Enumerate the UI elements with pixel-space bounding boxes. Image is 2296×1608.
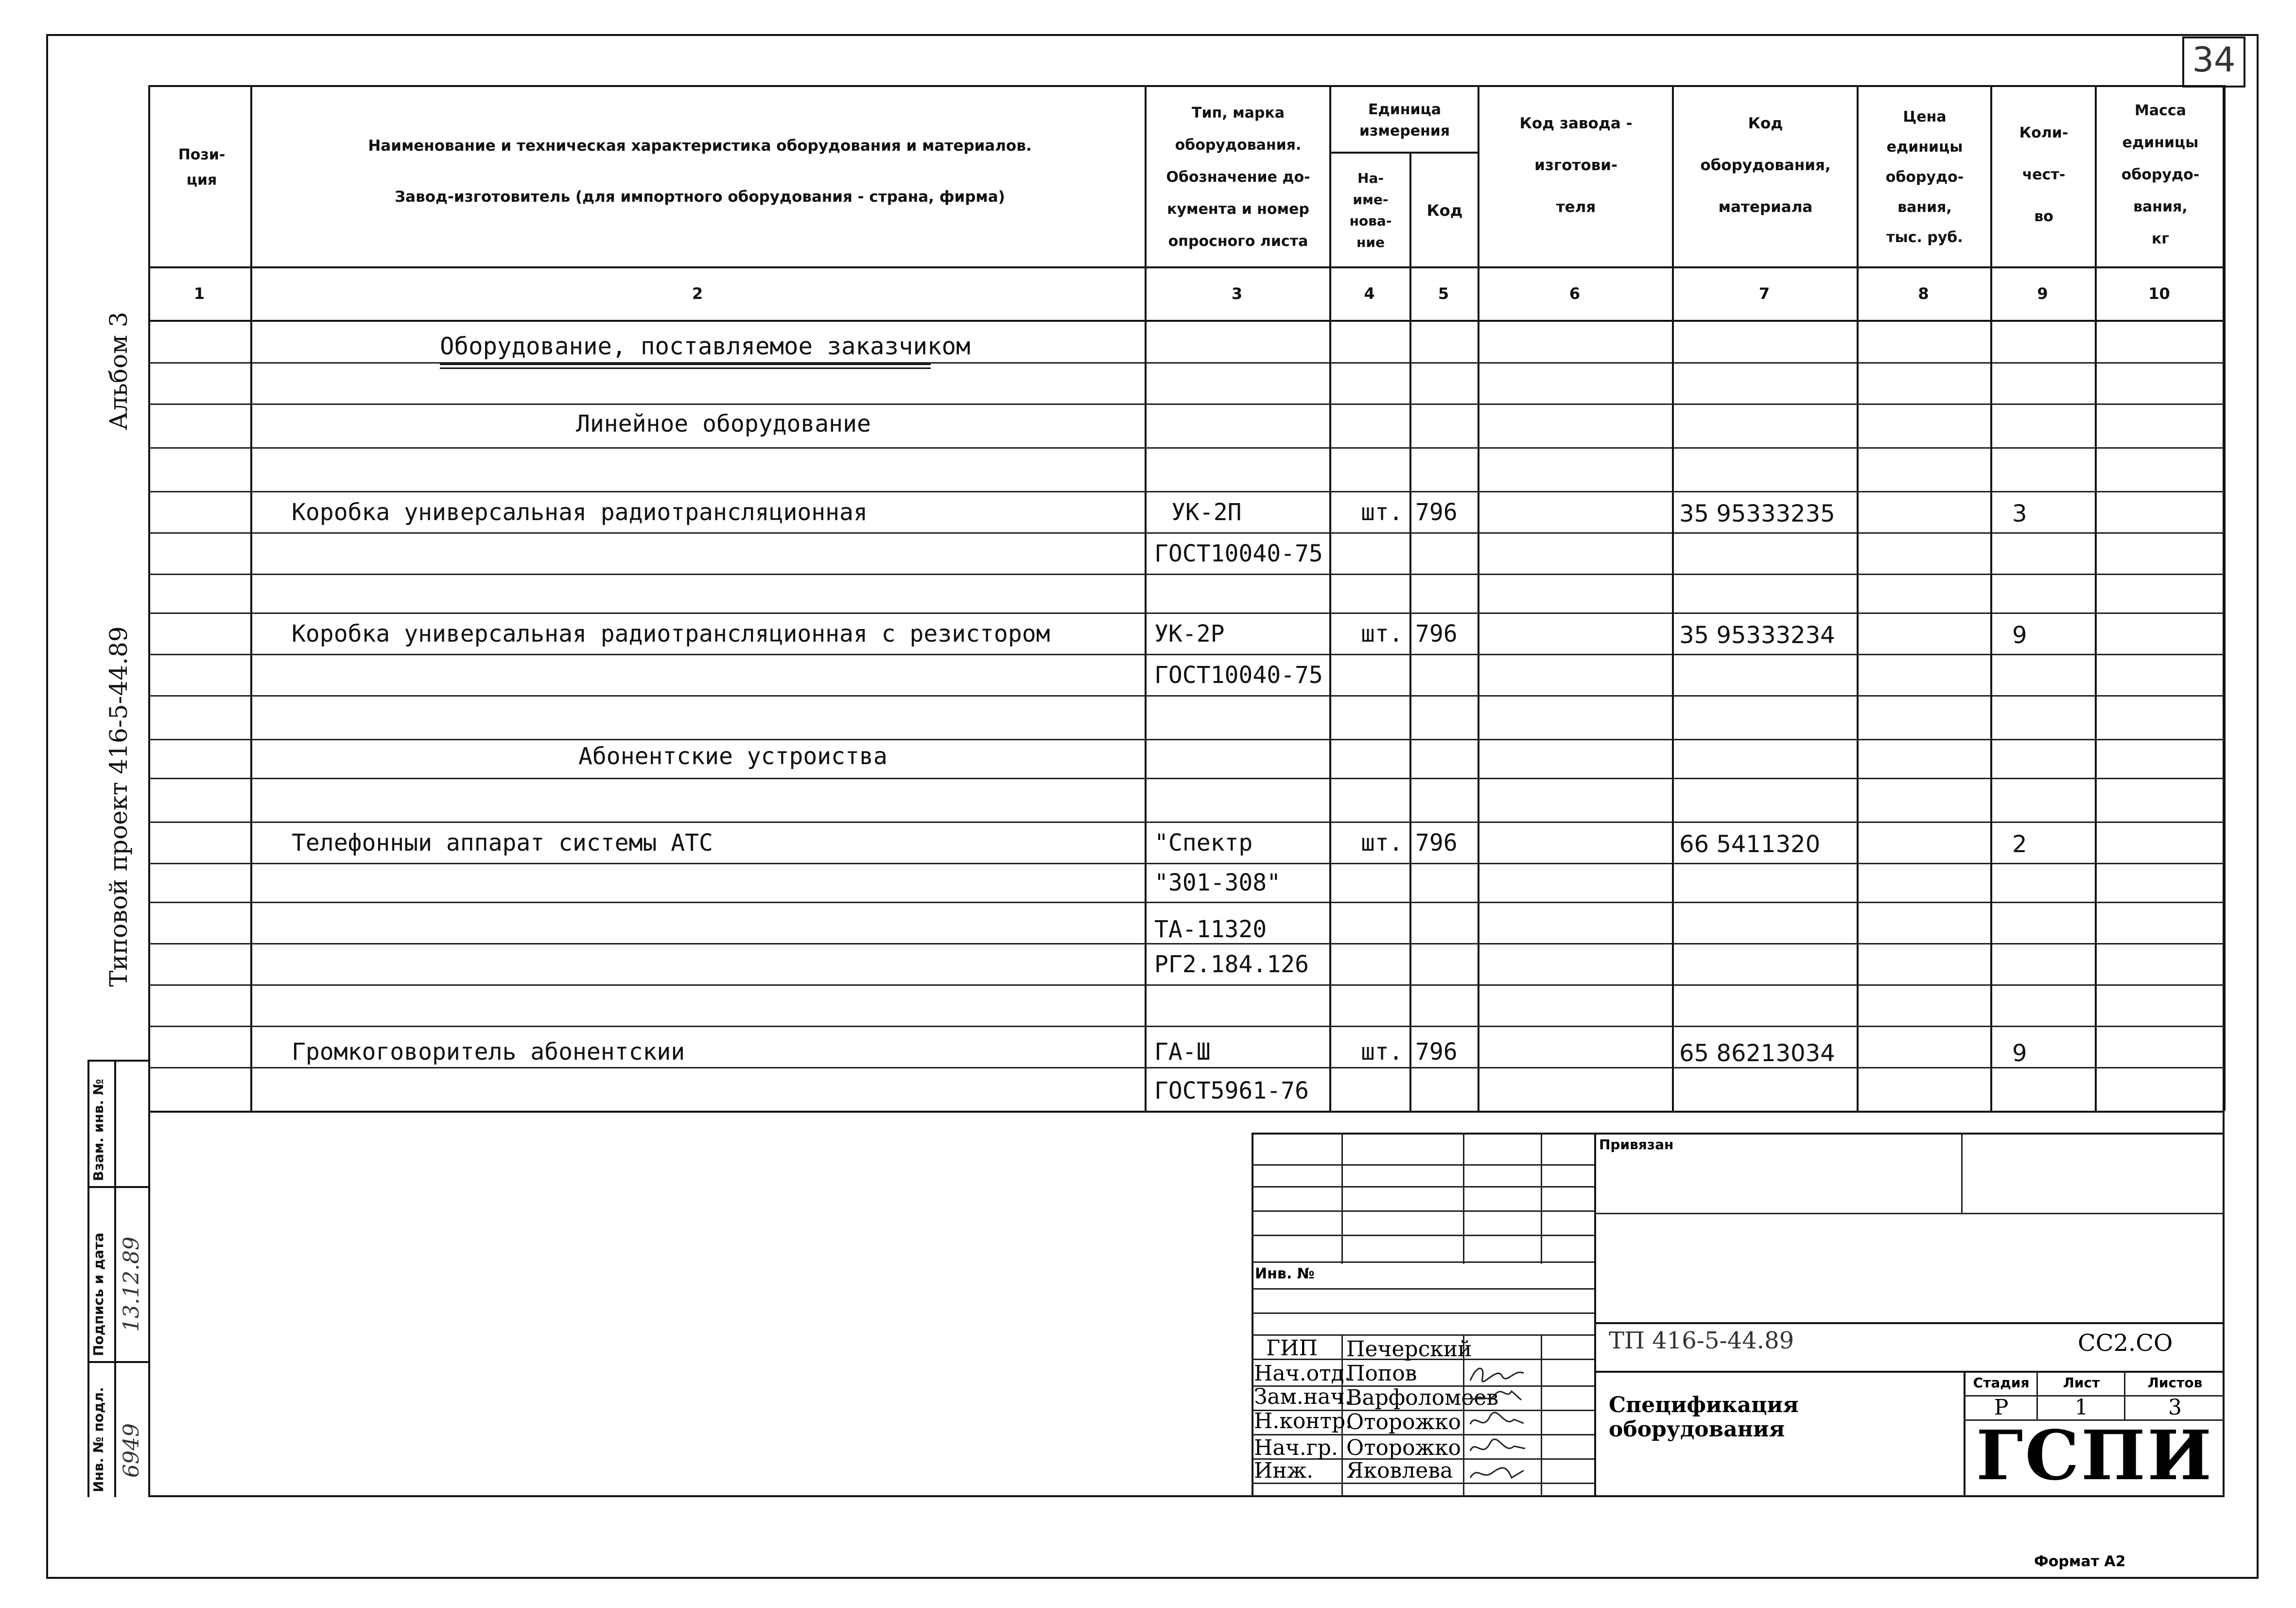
item-unit: шт. bbox=[1361, 620, 1403, 647]
item-doc: РГ2.184.126 bbox=[1154, 951, 1309, 978]
item-doc: ГОСТ5961-76 bbox=[1154, 1077, 1309, 1104]
signature bbox=[1468, 1361, 1526, 1385]
header-unit: Единица измерения bbox=[1359, 101, 1450, 140]
section-title-underline bbox=[440, 364, 931, 365]
header-position: Пози- ция bbox=[178, 146, 226, 189]
role-label: ГИП bbox=[1266, 1336, 1318, 1361]
item-type: УК-2Р bbox=[1154, 620, 1225, 647]
signature bbox=[1468, 1436, 1526, 1461]
col-number: 8 bbox=[1918, 284, 1929, 303]
org-name: ГСПИ bbox=[1976, 1416, 2214, 1496]
sign-date-value: 13.12.89 bbox=[119, 1237, 144, 1332]
item-doc: ГОСТ10040-75 bbox=[1154, 662, 1323, 689]
item-unit: шт. bbox=[1361, 499, 1403, 526]
col-number: 9 bbox=[2037, 284, 2048, 303]
header-name-line2: Завод-изготовитель (для импортного оборудования - страна, фирма) bbox=[395, 188, 1005, 206]
col-number: 4 bbox=[1364, 284, 1375, 303]
item-qty: 2 bbox=[2012, 831, 2027, 858]
header-unit-name: На- име- нова- ние bbox=[1349, 170, 1392, 250]
album-label: Альбом 3 bbox=[104, 312, 133, 430]
col-number: 3 bbox=[1231, 284, 1243, 303]
item-type-3: ТА-11320 bbox=[1154, 916, 1267, 943]
item-equip-code: 35 95333234 bbox=[1679, 622, 1835, 649]
header-equip-code: Код оборудования, материала bbox=[1700, 115, 1831, 216]
inv-podl-value: 6949 bbox=[119, 1423, 144, 1478]
vzam-label: Взам. инв. № bbox=[90, 1079, 106, 1181]
signature bbox=[1468, 1385, 1526, 1410]
item-doc: ГОСТ10040-75 bbox=[1154, 540, 1323, 567]
format-label: Формат А2 bbox=[2034, 1553, 2126, 1570]
item-unit-code: 796 bbox=[1415, 1038, 1458, 1066]
inv-no-label: Инв. № bbox=[1255, 1265, 1315, 1282]
col-number: 10 bbox=[2148, 284, 2170, 303]
sign-date-label: Подпись и дата bbox=[90, 1232, 106, 1356]
item-type-2: "301-308" bbox=[1154, 869, 1281, 896]
role-label: Нач.отд. bbox=[1254, 1361, 1351, 1386]
sheets-value: 3 bbox=[2168, 1395, 2182, 1420]
sheets-label: Листов bbox=[2147, 1375, 2203, 1391]
header-price: Цена единицы оборудо- вания, тыс. руб. bbox=[1885, 108, 1964, 246]
stage-value: Р bbox=[1994, 1395, 2009, 1420]
item-type: ГА-Ш bbox=[1154, 1038, 1211, 1066]
subsection-subscriber: Абонентские устроиства bbox=[578, 743, 887, 770]
item-unit-code: 796 bbox=[1415, 620, 1458, 647]
item-name: Телефонныи аппарат системы АТС bbox=[292, 829, 713, 856]
role-person: Попов bbox=[1346, 1361, 1417, 1386]
item-type: УК-2П bbox=[1171, 499, 1242, 526]
section-title-underline bbox=[440, 367, 931, 369]
header-mass: Масса единицы оборудо- вания, кг bbox=[2121, 102, 2200, 247]
col-number: 2 bbox=[692, 284, 703, 303]
privyazan-label: Привязан bbox=[1599, 1136, 1674, 1153]
item-equip-code: 35 95333235 bbox=[1679, 500, 1835, 527]
item-type: "Спектр bbox=[1154, 829, 1253, 856]
inv-podl-label: Инв. № подл. bbox=[90, 1387, 106, 1492]
header-name-line1: Наименование и техническая характеристика оборудования и материалов. bbox=[368, 137, 1032, 155]
role-label: Зам.нач. bbox=[1254, 1384, 1352, 1409]
role-person: Варфоломеев bbox=[1346, 1385, 1499, 1410]
item-unit: шт. bbox=[1361, 1038, 1403, 1066]
col-number: 1 bbox=[193, 284, 205, 303]
col-number: 7 bbox=[1758, 284, 1770, 303]
header-qty: Коли- чест- во bbox=[2019, 124, 2069, 225]
sheet-label: Лист bbox=[2063, 1375, 2100, 1391]
doc-title-line2: оборудования bbox=[1609, 1417, 1785, 1442]
item-qty: 9 bbox=[2012, 1040, 2027, 1067]
role-label: Нач.гр. bbox=[1254, 1435, 1338, 1460]
item-unit-code: 796 bbox=[1415, 829, 1458, 856]
item-name: Коробка универсальная радиотрансляционная bbox=[292, 499, 868, 526]
header-unit-code: Код bbox=[1426, 201, 1463, 220]
sheet-number: 34 bbox=[2192, 40, 2236, 80]
item-qty: 9 bbox=[2012, 622, 2027, 649]
item-name: Громкоговоритель абонентскии bbox=[292, 1038, 685, 1066]
doc-title-line1: Спецификация bbox=[1609, 1393, 1799, 1417]
section-title: Оборудование, поставляемое заказчиком bbox=[440, 332, 971, 360]
project-label: Типовой проект 416-5-44.89 bbox=[104, 626, 133, 987]
col-number: 6 bbox=[1569, 284, 1581, 303]
header-type: Тип, марка оборудования. Обозначение до- кумента и номер опросного листа bbox=[1166, 105, 1310, 250]
role-label: Н.контр. bbox=[1254, 1409, 1353, 1433]
col-number: 5 bbox=[1438, 284, 1449, 303]
subsection-linear: Линейное оборудование bbox=[576, 410, 871, 437]
role-person: Оторожко bbox=[1346, 1410, 1461, 1434]
item-equip-code: 65 86213034 bbox=[1679, 1040, 1835, 1067]
stage-label: Стадия bbox=[1973, 1375, 2030, 1391]
sheet-value: 1 bbox=[2074, 1395, 2088, 1420]
signature bbox=[1468, 1410, 1526, 1434]
role-person: Печерский bbox=[1346, 1337, 1472, 1362]
item-name: Коробка универсальная радиотрансляционная с резистором bbox=[292, 620, 1050, 647]
item-equip-code: 66 5411320 bbox=[1679, 831, 1821, 858]
doc-code: ТП 416-5-44.89 bbox=[1609, 1327, 1794, 1354]
role-label: Инж. bbox=[1254, 1458, 1314, 1483]
header-factory-code: Код завода - изготови- теля bbox=[1519, 115, 1633, 216]
item-qty: 3 bbox=[2012, 500, 2027, 527]
item-unit: шт. bbox=[1361, 829, 1403, 856]
role-person: Яковлева bbox=[1346, 1458, 1453, 1483]
role-person: Оторожко bbox=[1346, 1435, 1461, 1460]
signature bbox=[1468, 1461, 1526, 1485]
sheet-code: СС2.СО bbox=[2078, 1329, 2173, 1357]
item-unit-code: 796 bbox=[1415, 499, 1458, 526]
